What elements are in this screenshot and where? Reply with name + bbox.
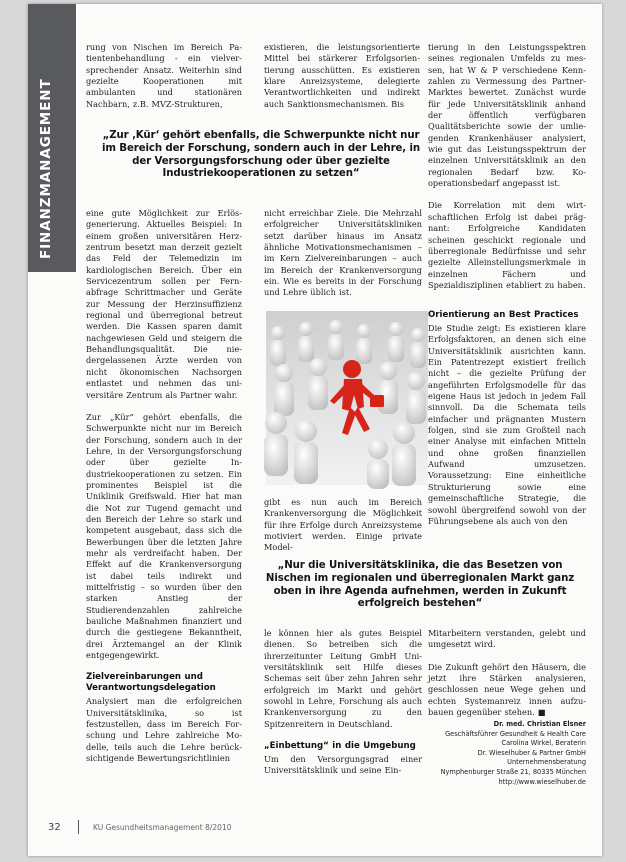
left-subheading: Zielvereinbarungen und Verantwortungsdelegation xyxy=(86,672,216,694)
illustration-photo xyxy=(266,311,428,485)
middle-column-continued xyxy=(264,497,422,553)
middle-column-upper xyxy=(264,208,422,312)
left-paragraph-3: Analysiert man die erfolgreichen Universitätsklinika, so ist festzustellen, dass im Bereich Forschung und Lehre zahlreiche Modelle, teils auch die Lehre berücksichtigende Bewertungsrichtlinien xyxy=(86,696,242,764)
top-paragraph-col3a: tierung in den Leistungsspektren seines regionalen Umfelds zu messen, hat W & P verschiedene Kennzahlen zu Vermessung des Partner-Marktes bewertet. Zunächst wurde für jede Universitätsklinik anhand der öffentlich verfügbaren Qualitätsberichte sowie der umliegenden Krankenhäuser analysiert, wie gut das Leistungsspektrum der einzelnen Universitätsklinik an den regionalen Bedarf bzw. Kooperationsbedarf angepasst ist. xyxy=(428,42,586,189)
top-text-col1 xyxy=(86,42,242,114)
top-text-col3 xyxy=(428,42,586,304)
section-sidebar xyxy=(28,4,76,272)
author-title: Geschäftsführer Gesundheit & Health Care xyxy=(445,729,586,738)
pull-quote-2: „Nur die Universitätsklinika, die das Besetzen von Nischen im regionalen und überregionalen Markt ganz oben in ihre Agenda aufnehmen, werden in Zukunft erfolgreich bestehen“ xyxy=(265,560,575,610)
author-name: Dr. med. Christian Elsner xyxy=(493,720,586,728)
company-website: http://www.wieselhuber.de xyxy=(498,777,586,786)
company-name: Dr. Wieselhuber & Partner GmbH xyxy=(477,748,586,757)
top-paragraph-col1: rung von Nischen im Bereich Patientenbehandlung - ein vielversprechender Ansatz. Weiterhin sind gezielte Kooperationen mit ambulanten und stationären Nachbarn, z.B. MVZ-Strukturen, xyxy=(86,42,242,109)
magazine-page xyxy=(28,4,602,856)
page-number: 32 xyxy=(48,822,61,833)
left-column xyxy=(86,208,242,764)
top-paragraph-col3b: Die Korrelation mit dem wirtschaftlichen Erfolg ist dabei prägnant: Erfolgreiche Kandidaten scheinen geschickt regionale und überregionale Bedürfnisse und sehr gezielte Alleinstellungsmerkmale in einzelnen Fächern und Spezialdisziplinen etabliert zu haben. xyxy=(428,200,586,290)
right-paragraph-1: Die Studie zeigt: Es existieren klare Erfolgsfaktoren, an denen sich eine Universitätsklinik ausrichten kann. Ein Patentrezept existiert freilich nicht – die gezielte Prüfung der angeführten Erfolgsmodelle für das eigene Haus ist jedoch in jedem Fall sinnvoll. Da die Schemata teils einfacher und prägnanten Mustern folgen, sind sie zum Großteil nach einer Analyse mit einfachen Mitteln und ohne großen finanziellen Aufwand umzusetzen. Voraussetzung: Eine einheitliche Strukturierung sowie eine gemeinschaftliche Strategie, die sowohl übergreifend sowohl von der Führungsebene als auch von den xyxy=(428,323,586,526)
pull-quote-1: „Zur ‚Kür‘ gehört ebenfalls, die Schwerpunkte nicht nur im Bereich der Forschung, sondern auch in der Lehre, in der Versorgungsforschung oder über gezielte Industriekooperationen zu setzen“ xyxy=(101,130,421,180)
right-column-upper xyxy=(428,310,586,550)
middle-paragraph-3: le können hier als gutes Beispiel dienen. So betreiben sich die ihrerzeitunter Leitung GmbH Universitätsklinik seit Hilfe dieses Schemas seit über zehn Jahren sehr erfolgreich im Markt und gehört sowohl in Lehre, Forschung als auch Krankenversorgung zu den Spitzenreitern in Deutschland. xyxy=(264,628,422,729)
middle-paragraph-4: Um den Versorgungsgrad einer Universitätsklinik und seine Ein- xyxy=(264,754,422,776)
middle-paragraph-2: gibt es nun auch im Bereich Krankenversorgung die Möglichkeit für ihre Erfolge durch Anreizsysteme motiviert werden. Einige private Model- xyxy=(264,497,422,553)
right-paragraph-3: Die Zukunft gehört den Häusern, die jetzt ihre Stärken analysieren, geschlossen neue Wege gehen und echten Systemanreiz innen aufzubauen gegenüber stehen. ■ xyxy=(428,661,586,718)
footer-divider xyxy=(78,820,79,834)
middle-column-lower xyxy=(264,628,422,816)
publication-name: KU Gesundheitsmanagement 8/2010 xyxy=(93,823,232,832)
company-address: Nymphenburger Straße 21, 80335 München xyxy=(440,767,586,776)
right-subheading: Orientierung an Best Practices xyxy=(428,310,579,320)
middle-paragraph-1: nicht erreichbar Ziele. Die Mehrzahl erfolgreicher Universitätskliniken setzt darüber hinaus im Ansatz ähnliche Motivationsmechanismen – im Kern Zielvereinbarungen – auch im Bereich der Krankenversorgung ein. Wie es bereits in der Forschung und Lehre üblich ist. xyxy=(264,208,422,298)
right-paragraph-2: Mitarbeitern verstanden, gelebt und umgesetzt wird. xyxy=(428,628,586,650)
middle-subheading: „Einbettung“ in die Umgebung xyxy=(264,741,416,752)
left-paragraph-2: Zur „Kür“ gehört ebenfalls, die Schwerpunkte nicht nur im Bereich der Forschung, sondern auch in der Lehre, in der Versorgungsforschung oder über gezielte Industriekooperationen zu setzen. Ein prominentes Beispiel ist die Uniklinik Greifswald. Hier hat man die Not zur Tugend gemacht und den Bereich der Lehre so stark und kompetent ausgebaut, dass sich die Bewerbungen über die letzten Jahre mehr als verdreifacht haben. Der Effekt auf die Krankenversorgung ist dabei teils indirekt und mittelfristig – so wurden über den starken Anstieg der Studierendenzahlen zahlreiche bauliche Maßnahmen finanziert und durch die gestiegene Bekanntheit, drei Ärztemangel an der Klinik entgegengewirkt. xyxy=(86,411,242,661)
right-column-lower xyxy=(428,628,586,718)
author-signature xyxy=(440,720,586,787)
top-text-col2 xyxy=(264,42,420,114)
page-footer xyxy=(48,820,588,840)
left-paragraph-1: eine gute Möglichkeit zur Erlösgenerierung. Aktuelles Beispiel: In einem großen universitären Herzzentrum besetzt man derzeit gezielt das Feld der Telemedizin im kardiologischen Bereich. Über ein Servicezentrum sollen per Fernabfrage Schrittmacher und Geräte zur Messung der Herzinsuffizienz regional und überregional betreut werden. Die Kassen sparen damit nachgewiesen Geld und steigern die Behandlungsqualität. Die niedergelassenen Ärzte werden von nicht ökonomischen Nachsorgen entlastet und nehmen das universitäre Zentrum als Partner wahr. xyxy=(86,208,242,400)
top-paragraph-col2: existieren, die leistungsorientierte Mittel bei stärkerer Erfolgsorientierung ausschütten. Es existieren klare Anreizsysteme, delegierte Verantwortlichkeiten und indirekt auch Sanktionsmechanismen. Bis xyxy=(264,42,420,109)
company-type: Unternehmensberatung xyxy=(507,758,586,767)
figures-illustration xyxy=(266,311,428,485)
coauthor-name: Carolina Wirkel, Beraterin xyxy=(501,739,586,748)
section-label: FINANZMANAGEMENT xyxy=(38,78,54,259)
